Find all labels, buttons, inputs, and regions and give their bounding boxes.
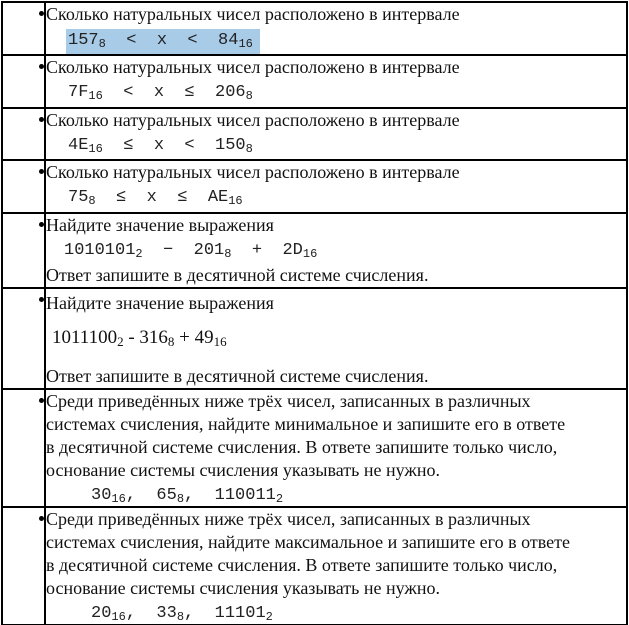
bullet-icon (39, 222, 44, 227)
problem-text: Сколько натуральных чисел расположено в интервале (46, 110, 460, 130)
bullet-icon (39, 516, 44, 521)
formula-expression: $7F_{16} < x \le 206_8$ (68, 83, 253, 103)
bullet-icon (39, 11, 44, 16)
problem-text: Найдите значение выражения (46, 215, 274, 235)
problem-cell (45, 507, 627, 625)
bullet-cell (2, 2, 45, 55)
bullet-icon (39, 297, 44, 302)
formula-expression: $75_8 \le x \le AE_{16}$ (68, 188, 243, 208)
problem-text: основание системы счисления указывать не нужно. (46, 578, 440, 598)
bullet-icon (39, 169, 44, 174)
problem-text: в десятичной системе счисления. В ответе запишите только число, (46, 555, 558, 575)
formula-expression: $1011100_2 - 316_8 + 49_{16}$ (52, 327, 227, 349)
problem-cell (45, 389, 627, 507)
problem-cell (45, 288, 627, 389)
table-row (2, 389, 627, 507)
table-row (2, 55, 627, 108)
formula-expression: $1010101_2 - 201_8 + 2D_{16}$ (64, 241, 318, 261)
answer-note: Ответ запишите в десятичной системе счисления. (46, 265, 429, 285)
table-row (2, 288, 627, 389)
bullet-cell (2, 108, 45, 160)
formula-expression: $4E_{16} \le x < 150_8$ (68, 136, 253, 156)
formula-expression: $30_{16}$, $65_8$, $110011_2$ (91, 486, 284, 506)
problem-text: Сколько натуральных чисел расположено в интервале (46, 162, 460, 182)
problem-cell (45, 213, 627, 288)
bullet-cell (2, 389, 45, 507)
problem-text: системах счисления, найдите минимальное и запишите его в ответе (46, 414, 566, 434)
formula-expression: $20_{16}$, $33_8$, $11101_2$ (91, 604, 273, 624)
formula-expression-highlighted: $157_8 < x < 84_{16}$ (66, 29, 260, 54)
problem-text: основание системы счисления указывать не нужно. (46, 460, 440, 480)
problem-text: в десятичной системе счисления. В ответе запишите только число, (46, 437, 558, 457)
problem-text: Сколько натуральных чисел расположено в интервале (46, 4, 460, 24)
problem-cell (45, 55, 627, 108)
bullet-icon (39, 117, 44, 122)
bullet-cell (2, 160, 45, 213)
problem-text: Сколько натуральных чисел расположено в интервале (46, 57, 460, 77)
bullet-icon (39, 398, 44, 403)
table-row (2, 2, 627, 55)
table-row (2, 507, 627, 625)
bullet-cell (2, 213, 45, 288)
bullet-icon (39, 64, 44, 69)
problem-text: Среди приведённых ниже трёх чисел, записанных в различных (46, 391, 531, 411)
problem-text: Найдите значение выражения (46, 293, 274, 313)
table-row (2, 213, 627, 288)
table-row (2, 160, 627, 213)
problem-cell (45, 160, 627, 213)
bullet-cell (2, 55, 45, 108)
problem-text: Среди приведённых ниже трёх чисел, записанных в различных (46, 509, 531, 529)
problems-table (1, 1, 628, 625)
bullet-cell (2, 507, 45, 625)
answer-note: Ответ запишите в десятичной системе счисления. (46, 366, 429, 386)
problem-cell (45, 2, 627, 55)
table-row (2, 108, 627, 160)
problem-text: системах счисления, найдите максимальное и запишите его в ответе (46, 532, 570, 552)
problem-cell (45, 108, 627, 160)
bullet-cell (2, 288, 45, 389)
